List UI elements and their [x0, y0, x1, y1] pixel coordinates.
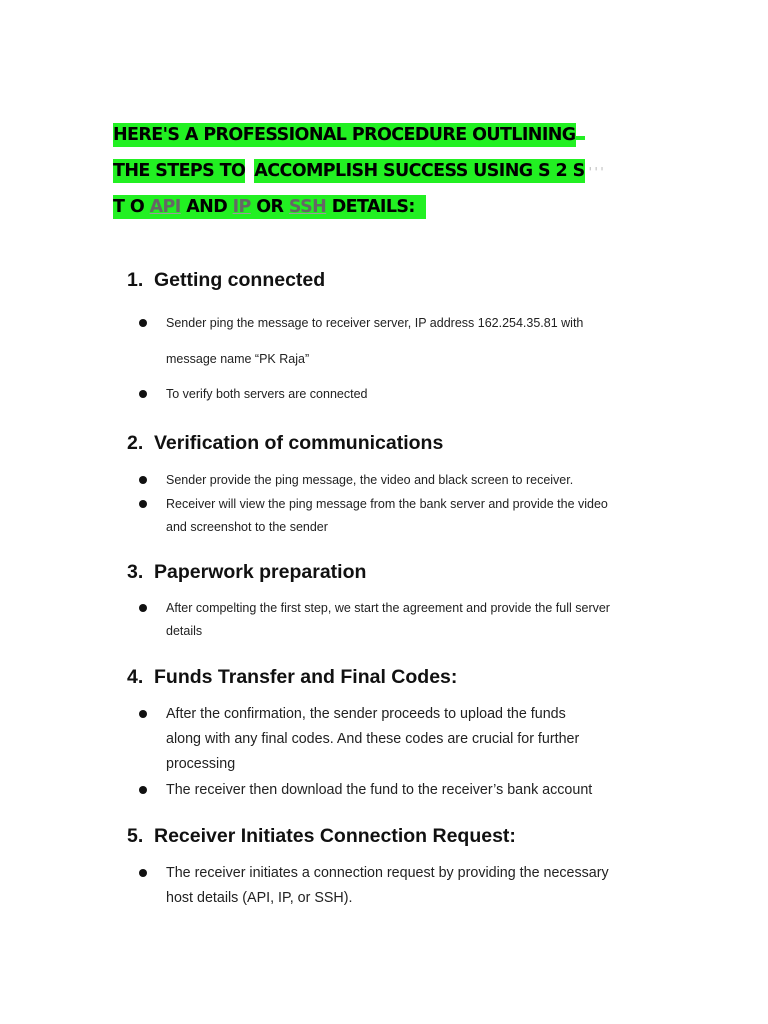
section-2-bullet-2: Receiver will view the ping message from the bank server and provide the video and screenshot to the sender	[166, 493, 646, 539]
highlighted-heading	[113, 122, 633, 230]
section-2-title: 2. Verification of communications	[127, 432, 444, 454]
heading-line-2-part-a: THE STEPS TO	[113, 161, 246, 181]
section-3-title: 3. Paperwork preparation	[127, 561, 367, 583]
section-3-bullet-1: After compelting the first step, we start the agreement and provide the full server details	[166, 597, 646, 643]
heading-to: T O	[113, 197, 145, 217]
section-2-bullet-1: Sender provide the ping message, the video and black screen to receiver.	[166, 469, 646, 492]
heading-line-1-text: HERE'S A PROFESSIONAL PROCEDURE OUTLINING	[113, 125, 576, 145]
section-5-title: 5. Receiver Initiates Connection Request:	[127, 825, 516, 847]
heading-line-2	[113, 158, 633, 184]
section-4-bullet-1: After the confirmation, the sender proceeds to upload the funds along with any final codes. And these codes are crucial for further processing	[166, 702, 646, 777]
heading-ip: IP	[232, 197, 251, 217]
heading-line-1	[113, 122, 633, 148]
heading-line-2-marks: ' ' '	[588, 165, 604, 179]
heading-ssh: SSH	[288, 197, 327, 217]
section-1-title: 1. Getting connected	[127, 269, 326, 291]
heading-line-3	[113, 194, 633, 220]
section-1-bullet-2: To verify both servers are connected	[166, 376, 646, 412]
section-1-bullet-1: Sender ping the message to receiver server, IP address 162.254.35.81 with message name “PK Raja”	[166, 305, 646, 377]
heading-details: DETAILS:	[331, 197, 415, 217]
heading-or: OR	[256, 197, 284, 217]
heading-line-2-part-b: ACCOMPLISH SUCCESS USING S 2 S	[254, 161, 585, 181]
heading-and: AND	[186, 197, 228, 217]
section-5-bullet-1: The receiver initiates a connection request by providing the necessary host details (API, IP, or SSH).	[166, 861, 646, 911]
heading-api: API	[149, 197, 181, 217]
section-4-bullet-2: The receiver then download the fund to the receiver’s bank account	[166, 778, 646, 803]
section-4-title: 4. Funds Transfer and Final Codes:	[127, 666, 458, 688]
